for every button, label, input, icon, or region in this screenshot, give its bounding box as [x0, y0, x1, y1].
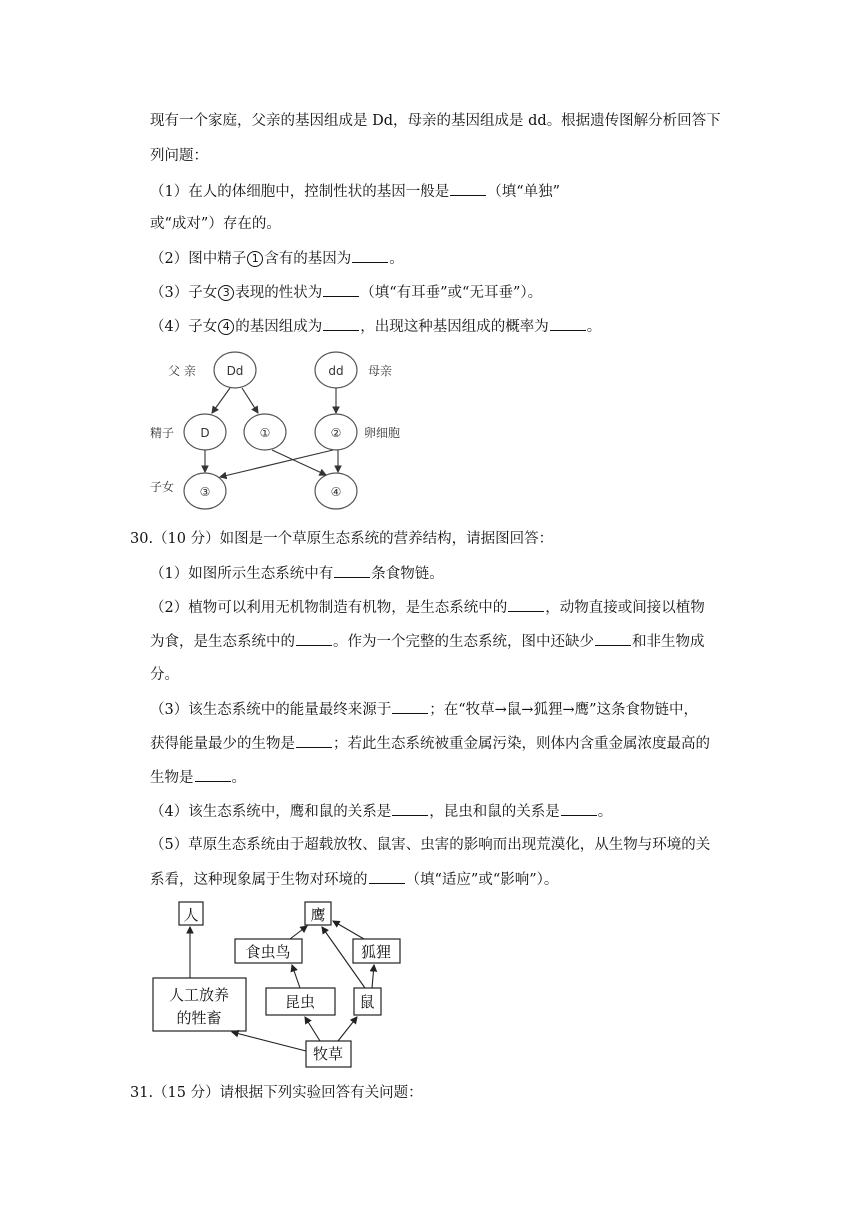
eagle-label: 鹰	[310, 906, 326, 924]
q30-part2-end: 分。	[150, 667, 179, 683]
answer-blank[interactable]	[595, 631, 631, 646]
arrow-grass-to-livestock	[232, 1032, 306, 1051]
arrow-insect-to-bird	[292, 965, 300, 988]
food-web-diagram	[150, 895, 410, 1070]
father-gene: Dd	[226, 364, 244, 378]
circled-number: 3	[218, 285, 234, 301]
answer-blank[interactable]	[561, 801, 597, 816]
q30-part5: （5）草原生态系统由于超载放牧、鼠害、虫害的影响而出现荒漠化，从生物与环境的关	[150, 837, 711, 853]
answer-blank[interactable]	[323, 282, 359, 297]
arrow-2-to-3	[220, 450, 333, 477]
fox-label: 狐狸	[360, 943, 392, 961]
grass-label: 牧草	[312, 1045, 344, 1063]
answer-blank[interactable]	[323, 316, 359, 331]
mother-gene: dd	[328, 364, 344, 378]
q29-part4: （4）子女 4 的基因组成为 ，出现这种基因组成的概率为 。	[150, 316, 601, 337]
q29-intro-line2: 列问题：	[150, 148, 208, 164]
genetics-diagram	[150, 345, 410, 515]
circled-number: 4	[218, 319, 234, 335]
answer-blank[interactable]	[334, 563, 370, 578]
human-label: 人	[183, 906, 199, 924]
q29-part2: （2）图中精子 1 含有的基因为 。	[150, 248, 404, 269]
arrow-grass-to-mouse	[338, 1017, 357, 1041]
q29-part3: （3）子女 3 表现的性状为 （填“有耳垂”或“无耳垂”）。	[150, 282, 542, 303]
answer-blank[interactable]	[392, 801, 428, 816]
q30-part2-cont: 为食，是生态系统中的 。作为一个完整的生态系统，图中还缺少 和非生物成	[150, 631, 705, 652]
child-3: ③	[199, 485, 211, 499]
q29-part1: （1）在人的体细胞中，控制性状的基因一般是 （填“单独”	[150, 181, 560, 202]
sperm-D: D	[200, 426, 210, 440]
answer-blank[interactable]	[352, 248, 388, 263]
bird-label: 食虫鸟	[245, 943, 291, 961]
child-4: ④	[330, 485, 342, 499]
mother-label: 母亲	[368, 364, 393, 378]
father-label: 父 亲	[168, 364, 196, 378]
circled-number: 1	[247, 251, 263, 267]
answer-blank[interactable]	[195, 767, 231, 782]
egg-2: ②	[330, 426, 342, 440]
q29-intro-line1: 现有一个家庭，父亲的基因组成是 Dd，母亲的基因组成是 dd。根据遗传图解分析回答下	[150, 113, 721, 129]
arrow-fox-to-eagle	[333, 921, 364, 939]
q30-part4: （4）该生态系统中，鹰和鼠的关系是 ，昆虫和鼠的关系是 。	[150, 801, 612, 822]
arrow-father-to-D	[212, 388, 230, 413]
arrow-grass-to-insect	[305, 1017, 320, 1041]
livestock-label-line2: 的牲畜	[176, 1009, 222, 1027]
sperm-1: ①	[259, 426, 271, 440]
sperm-label: 精子	[150, 426, 175, 440]
answer-blank[interactable]	[550, 316, 586, 331]
livestock-label-line1: 人工放养	[168, 986, 230, 1004]
arrow-mouse-to-fox	[372, 965, 374, 988]
child-label: 子女	[150, 480, 175, 494]
q30-part2: （2）植物可以利用无机物制造有机物，是生态系统中的 ，动物直接或间接以植物	[150, 597, 705, 618]
answer-blank[interactable]	[369, 869, 405, 884]
answer-blank[interactable]	[508, 597, 544, 612]
answer-blank[interactable]	[296, 631, 332, 646]
answer-blank[interactable]	[296, 733, 332, 748]
egg-label: 卵细胞	[364, 426, 401, 440]
q30-title: 30.（10 分）如图是一个草原生态系统的营养结构，请据图回答：	[130, 531, 554, 547]
arrow-father-to-1	[242, 388, 258, 413]
q30-part3-cont: 获得能量最少的生物是 ；若此生态系统被重金属污染，则体内含重金属浓度最高的	[150, 733, 710, 754]
answer-blank[interactable]	[392, 699, 428, 714]
answer-blank[interactable]	[450, 181, 486, 196]
insect-label: 昆虫	[284, 993, 316, 1011]
q29-part1-cont: 或“成对”）存在的。	[150, 216, 281, 232]
q30-part5-cont: 系看，这种现象属于生物对环境的 （填“适应”或“影响”）。	[150, 869, 558, 890]
q30-part3: （3）该生态系统中的能量最终来源于 ；在“牧草→鼠→狐狸→鹰”这条食物链中，	[150, 699, 698, 720]
q31-title: 31.（15 分）请根据下列实验回答有关问题：	[130, 1085, 423, 1101]
mouse-label: 鼠	[359, 993, 375, 1011]
q30-part1: （1）如图所示生态系统中有 条食物链。	[150, 563, 444, 584]
arrow-bird-to-eagle	[290, 926, 307, 939]
q30-part3-end: 生物是 。	[150, 767, 246, 788]
